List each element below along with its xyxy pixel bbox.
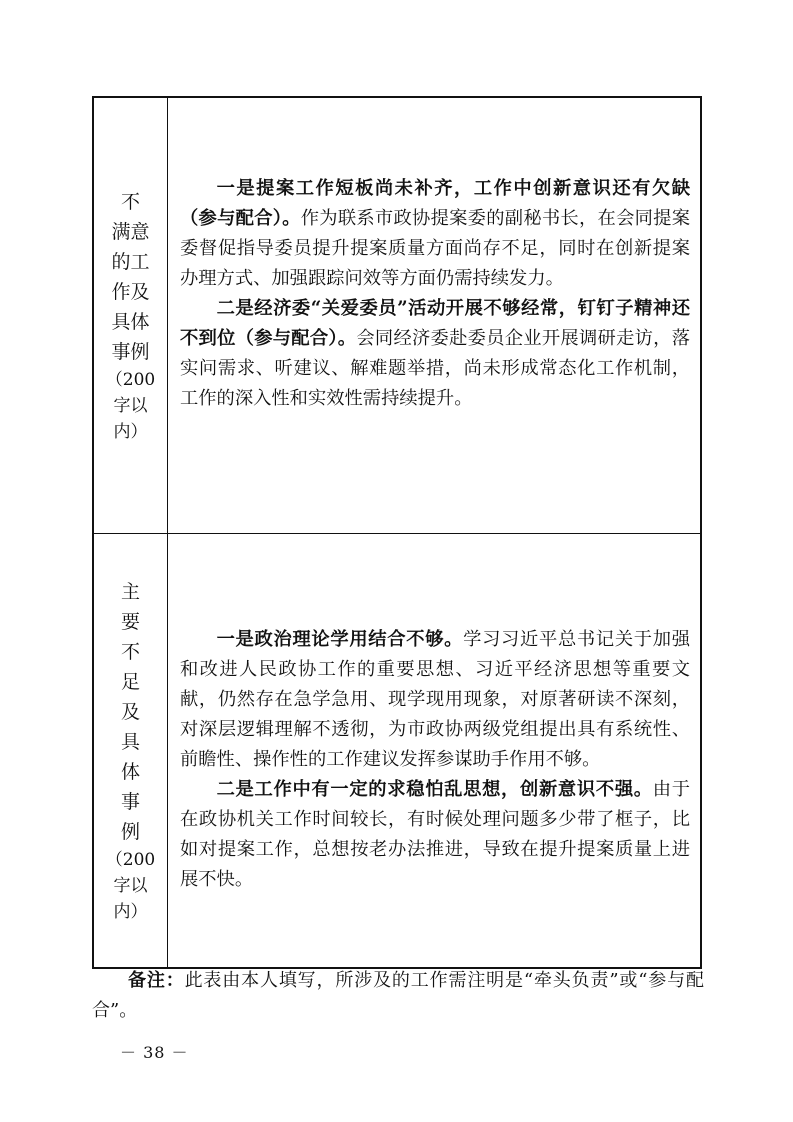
label-line: 及 xyxy=(120,700,140,723)
table-row-main-shortcomings xyxy=(94,534,700,967)
label-line: 作及 xyxy=(111,280,150,303)
label-note-line: 字以 xyxy=(113,875,148,896)
label-line: 不 xyxy=(120,190,140,213)
content-paragraph xyxy=(180,174,690,294)
row-label-main-shortcomings xyxy=(94,534,168,967)
remark-label: 备注： xyxy=(128,970,185,991)
label-line: 体 xyxy=(120,760,140,783)
label-line: 满意 xyxy=(111,220,150,243)
paragraph-heading: 二是经济委“关爱委员”活动开展不够经常，钉钉子精神还不到位（参与配合）。 xyxy=(180,297,690,349)
label-line: 具 xyxy=(120,730,140,753)
paragraph-body: 由于在政协机关工作时间较长，有时候处理问题多少带了框子，比如对提案工作，总想按老办法推进，导致在提升提案质量上进展不快。 xyxy=(180,778,691,890)
paragraph-body: 会同经济委赴委员企业开展调研走访，落实问需求、听建议、解难题举措，尚未形成常态化工作机制，工作的深入性和实效性需持续提升。 xyxy=(180,327,690,409)
paragraph-heading: 一是政治理论学用结合不够。 xyxy=(216,628,464,650)
label-line: 不 xyxy=(120,640,140,663)
paragraph-body: 学习习近平总书记关于加强和改进人民政协工作的重要思想、习近平经济思想等重要文献，仍然存在急学急用、现学现用现象，对原著研读不深刻，对深层逻辑理解不透彻，为市政协两级党组提出具有系统性、前瞻性、操作性的工作建议发挥参谋助手作用不够。 xyxy=(180,628,691,770)
remark-text: 此表由本人填写，所涉及的工作需注明是“牵头负责”或“参与配合”。 xyxy=(92,970,705,1021)
row-label-unsatisfactory-work xyxy=(94,98,168,533)
content-paragraph xyxy=(180,625,690,775)
label-line: 具体 xyxy=(111,310,150,333)
label-line: 事例 xyxy=(111,340,150,363)
label-line: 的工 xyxy=(111,250,150,273)
content-paragraph xyxy=(180,775,690,895)
paragraph-heading: 一是提案工作短板尚未补齐，工作中创新意识还有欠缺（参与配合）。 xyxy=(180,177,690,229)
label-line: 事 xyxy=(120,790,140,813)
page-number: － 38 － xyxy=(120,1043,189,1062)
label-note-line: 内） xyxy=(113,901,148,922)
label-line: 主 xyxy=(120,580,140,603)
row-content-unsatisfactory-work xyxy=(168,54,700,533)
paragraph-body: 作为联系市政协提案委的副秘书长，在会同提案委督促指导委员提升提案质量方面尚存不足，同时在创新提案办理方式、加强跟踪问效等方面仍需持续发力。 xyxy=(180,207,691,289)
evaluation-table xyxy=(92,96,702,969)
label-note-line: （200 xyxy=(105,369,156,390)
table-row-unsatisfactory-work xyxy=(94,98,700,534)
label-line: 足 xyxy=(120,670,140,693)
label-line: 例 xyxy=(120,820,140,843)
paragraph-heading: 二是工作中有一定的求稳怕乱思想，创新意识不强。 xyxy=(216,778,653,800)
content-paragraph xyxy=(180,294,690,414)
label-note-line: （200 xyxy=(105,849,156,870)
row-content-main-shortcomings xyxy=(168,534,700,967)
label-note-line: 内） xyxy=(113,421,148,442)
label-note-line: 字以 xyxy=(113,395,148,416)
footnote-remark xyxy=(92,966,704,1026)
label-line: 要 xyxy=(120,610,140,633)
